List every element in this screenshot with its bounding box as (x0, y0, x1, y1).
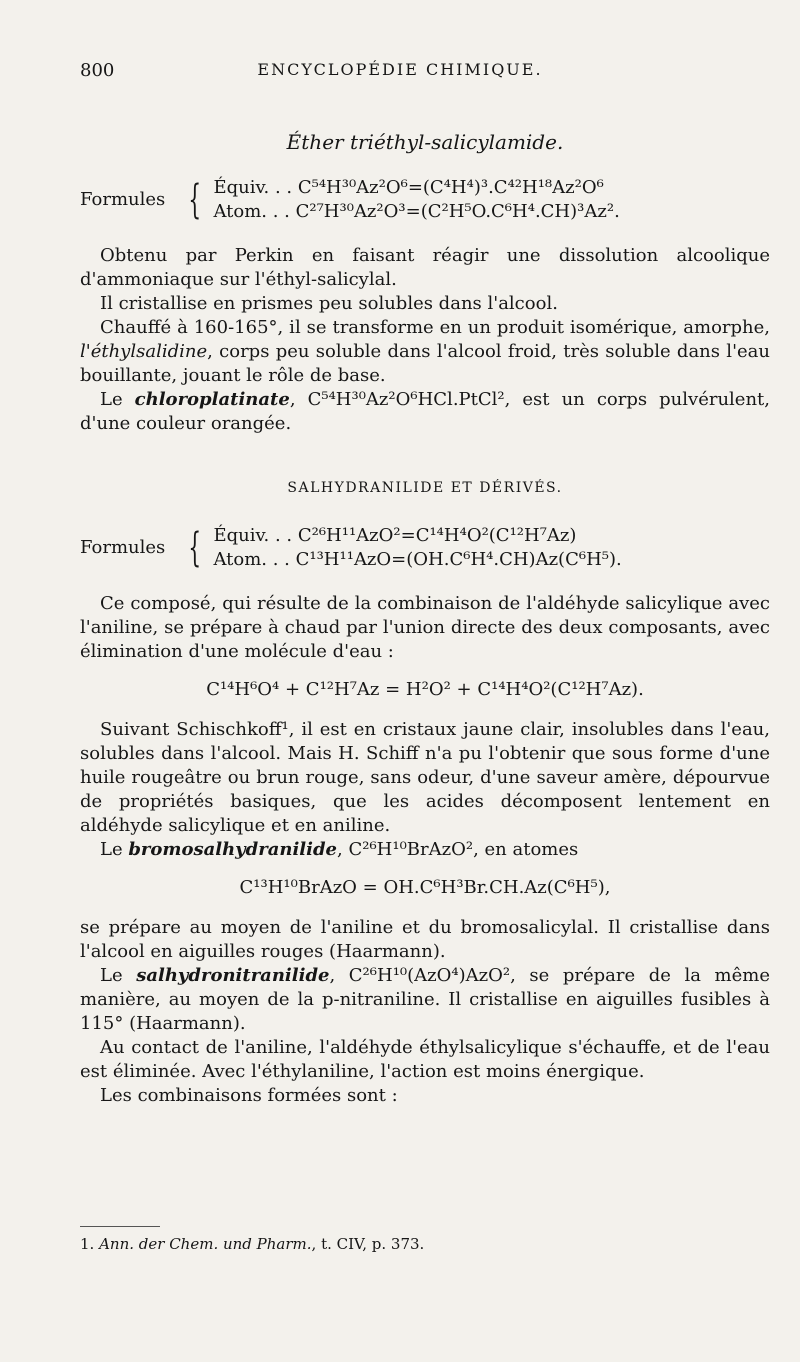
paragraph: Suivant Schischkoff¹, il est en cristaux jaune clair, insolubles dans l'eau, solubles dans l'alcool. Mais H. Schiff n'a pu l'obtenir que sous forme d'une huile rougeâtre ou brun rouge, sans odeur, d'une saveur amère, dépourvue de propriétés basiques, que les acides décomposent lentement en aldéhyde salicylique et en aniline. (80, 719, 770, 836)
paragraph: Ce composé, qui résulte de la combinaison de l'aldéhyde salicylique avec l'aniline, se prépare à chaud par l'union directe des deux composants, avec élimination d'une molécule d'eau : (80, 593, 770, 662)
formulas-block (80, 176, 770, 224)
text-run: , C⁵⁴H³⁰Az²O⁶HCl.PtCl², est un corps pulvérulent, d'une couleur orangée. (80, 389, 770, 434)
running-title: ENCYCLOPÉDIE CHIMIQUE. (257, 60, 543, 79)
paragraph: Au contact de l'aniline, l'aldéhyde éthylsalicylique s'échauffe, et de l'eau est éliminée. Avec l'éthylaniline, l'action est moins énergique. (80, 1037, 770, 1082)
formula-rows (213, 176, 619, 224)
term-bold-italic: bromosalhydranilide (128, 839, 338, 860)
formulas-label: Formules (80, 537, 166, 558)
text-run: Le (100, 965, 137, 986)
footnote-number: 1. (80, 1235, 100, 1253)
page-body (80, 130, 770, 1108)
formula-rows (213, 524, 621, 572)
formula-atom: Atom. . . C¹³H¹¹AzO=(OH.C⁶H⁴.CH)Az(C⁶H⁵). (213, 549, 622, 570)
footnote (80, 1235, 424, 1253)
formulas-label: Formules (80, 189, 166, 210)
term-bold-italic: salhydronitranilide (136, 965, 330, 986)
paragraph: se prépare au moyen de l'aniline et du bromosalicylal. Il cristallise dans l'alcool en aiguilles rouges (Haarmann). (80, 917, 770, 962)
text-run: Chauffé à 160-165°, il se transforme en un produit isomérique, amorphe, (100, 317, 770, 338)
formula-equiv: Équiv. . . C²⁶H¹¹AzO²=C¹⁴H⁴O²(C¹²H⁷Az) (213, 525, 577, 546)
equation: C¹⁴H⁶O⁴ + C¹²H⁷Az = H²O² + C¹⁴H⁴O²(C¹²H⁷Az). (206, 679, 644, 700)
text-run: Le (100, 839, 129, 860)
footnote-divider (80, 1226, 160, 1227)
text-run: Le (100, 389, 135, 410)
equation: C¹³H¹⁰BrAzO = OH.C⁶H³Br.CH.Az(C⁶H⁵), (239, 877, 611, 898)
paragraph (80, 316, 770, 388)
paragraph: Obtenu par Perkin en faisant réagir une dissolution alcoolique d'ammoniaque sur l'éthyl-salicylal. (80, 245, 770, 290)
brace-icon: { (188, 177, 202, 223)
page-number: 800 (80, 60, 115, 81)
term-bold-italic: chloroplatinate (134, 389, 290, 410)
section-title: Éther triéthyl-salicylamide. (286, 130, 564, 154)
brace-icon: { (188, 525, 202, 571)
formula-equiv: Équiv. . . C⁵⁴H³⁰Az²O⁶=(C⁴H⁴)³.C⁴²H¹⁸Az²O⁶ (213, 177, 604, 198)
section-heading: SALHYDRANILIDE ET DÉRIVÉS. (287, 480, 563, 496)
paragraph: Les combinaisons formées sont : (100, 1085, 398, 1106)
paragraph (80, 964, 770, 1036)
text-run: , C²⁶H¹⁰BrAzO², en atomes (337, 839, 579, 860)
term-italic: l'éthylsalidine (80, 341, 208, 362)
paragraph: Il cristallise en prismes peu solubles dans l'alcool. (100, 293, 558, 314)
formulas-block (80, 524, 770, 572)
text-run: , corps peu soluble dans l'alcool froid, très soluble dans l'eau bouillante, jouant le rôle de base. (80, 341, 770, 386)
text-run: , C²⁶H¹⁰(AzO⁴)AzO², se prépare de la même manière, au moyen de la p-nitraniline. Il cristallise en aiguilles fusibles à 115° (Haarmann). (80, 965, 770, 1034)
formula-atom: Atom. . . C²⁷H³⁰Az²O³=(C²H⁵O.C⁶H⁴.CH)³Az². (213, 201, 620, 222)
page-header (0, 60, 800, 90)
paragraph (80, 838, 770, 862)
paragraph (80, 388, 770, 436)
footnote-text: , t. CIV, p. 373. (311, 1235, 425, 1253)
footnote-journal: Ann. der Chem. und Pharm. (99, 1235, 312, 1253)
